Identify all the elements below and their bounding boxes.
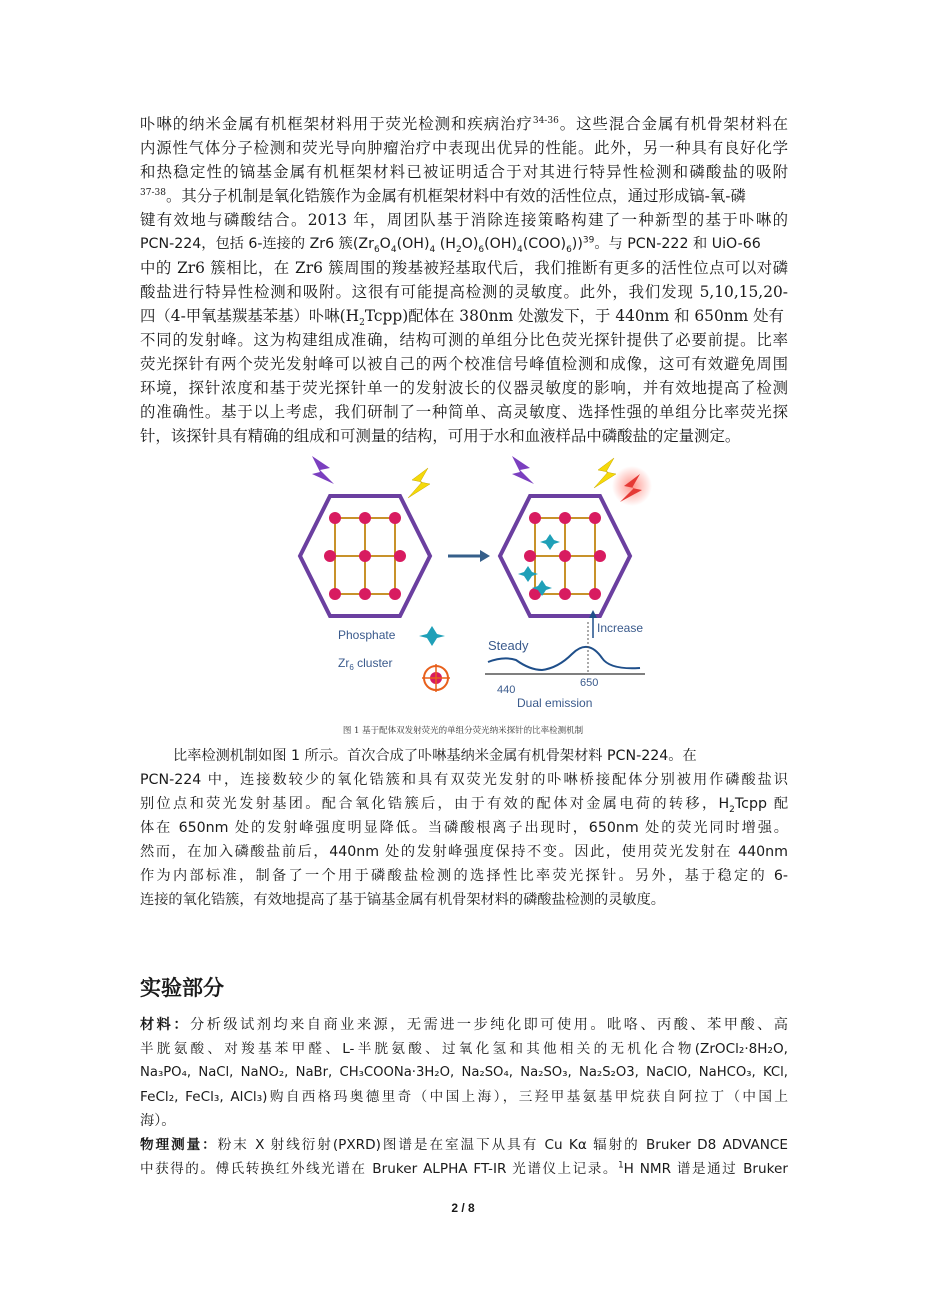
text-line: 四（4-甲氧基羰基苯基）卟啉$(H_2Tcpp)$配体在 380nm 处激发下，于 440nm 和 650nm 处有 [140,307,784,329]
text-line: 体在 650nm 处的发射峰强度明显降低。当磷酸根离子出现时，650nm 处的荧光同时增强。 [140,820,788,836]
citation: 39 [582,235,595,246]
figure-legend [338,626,450,692]
text-line: 键有效地与磷酸结合。2013 年，周团队基于消除连接策略构建了一种新型的基于卟啉的 [140,211,788,229]
text-line: 卟啉的纳米金属有机框架材料用于荧光检测和疾病治疗$^{34-36}$。这些混合金属有机骨架材料在 [140,115,788,133]
text-line: 比率检测机制如图 1 所示。首次合成了卟啉基纳米金属有机骨架材料 PCN-224。在 [173,748,697,764]
materials-label: 材料： [140,1017,191,1033]
label-dual-emission: Dual emission [517,696,593,710]
text-line: 环境，探针浓度和基于荧光探针单一的发射波长的仪器灵敏度的影响，并有效地提高了检测 [140,379,788,397]
figure-caption: 图 1 基于配体双发射荧光的单组分荧光纳米探针的比率检测机制 [342,726,584,736]
legend-phosphate-label: Phosphate [338,628,396,642]
phosphate-legend-icon [419,626,445,646]
text-line: 中的 Zr6 簇相比，在 Zr6 簇周围的羧基被羟基取代后，我们推断有更多的活性位点可以对磷 [140,259,788,277]
citation: 34-36 [532,115,559,126]
citation: 37-38 [140,187,166,198]
legend-zr-label: $Zr_6$ cluster [338,656,393,672]
phosphate-icons [518,534,560,596]
text-line: 中获得的。傅氏转换红外线光谱在 Bruker ALPHA FT-IR 光谱仪上记录。$^1$H NMR 谱是通过 Bruker [140,1160,788,1177]
text-line: PCN-224，包括 6-连接的 Zr6 簇($Zr_6O_4(OH)_4$ $(H_2O)_6(OH)_4(COO)_6))^{39}$。与 PCN-222 和 UiO-66 [140,235,761,255]
text-line: 物理测量：粉末 X 射线衍射(PXRD)图谱是在室温下从具有 Cu Kα 辐射的 Bruker D8 ADVANCE [140,1137,789,1153]
tick-440: 440 [497,684,516,696]
text-line: 内源性气体分子检测和荧光导向肿瘤治疗中表现出优异的性能。此外，另一种具有良好化学 [140,139,788,157]
page-number: 2 / 8 [451,1201,475,1215]
mof-before [300,456,430,616]
section-heading: 实验部分 [140,976,224,1000]
text-line: 半胱氨酸、对羧基苯甲醛、L-半胱氨酸、过氧化氢和其他相关的无机化合物(ZrOCl₂·8H₂O, [140,1041,788,1057]
text-line: 和热稳定性的镐基金属有机框架材料已被证明适合于对其进行特异性检测和磷酸盐的吸附 [140,163,788,181]
text-line: $^{37-38}$。其分子机制是氧化锆簇作为金属有机框架材料中有效的活性位点，通过形成镐-氧-磷 [140,187,746,205]
physical-label: 物理测量： [140,1137,218,1153]
excitation-flash-icon [312,456,334,484]
mechanism-figure [290,456,670,718]
text-line: 荧光探针有两个荧光发射峰可以被自己的两个校准信号峰值检测和成像，这可有效避免周围 [140,355,788,373]
label-steady: Steady [488,638,529,653]
text-line: 酸盐进行特异性检测和吸附。这很有可能提高检测的灵敏度。此外，我们发现 5,10,15,20- [140,283,788,301]
text-line: PCN-224 中，连接数较少的氧化锆簇和具有双荧光发射的卟啉桥接配体分别被用作磷酸盐识 [140,772,788,788]
text-line: 然而，在加入磷酸盐前后，440nm 处的发射峰强度保持不变。因此，使用荧光发射在 440nm [140,844,788,860]
text-line: 别位点和荧光发射基团。配合氧化锆簇后，由于有效的配体对金属电荷的转移，$H_2Tcpp$ 配 [140,796,789,815]
text-line: Na₃PO₄, NaCl, NaNO₂, NaBr, CH₃COONa·3H₂O, Na₂SO₄, Na₂SO₃, Na₂S₂O3, NaClO, NaHCO₃, KCl, [140,1065,788,1080]
excitation-flash-icon [512,456,534,484]
zr-cluster-legend-icon [422,664,450,692]
emission-flash-icon [408,468,430,498]
text-line: 连接的氧化锆簇，有效地提高了基于镐基金属有机骨架材料的磷酸盐检测的灵敏度。 [140,892,665,908]
emission-spectrum [485,610,645,710]
text-line: 海）。 [140,1113,176,1129]
mof-after [500,456,652,616]
transition-arrow [448,550,490,562]
text-line: 针，该探针具有精确的组成和可测量的结构，可用于水和血液样品中磷酸盐的定量测定。 [140,427,741,445]
text-line: 材料：分析级试剂均来自商业来源，无需进一步纯化即可使用。吡咯、丙酸、苯甲酸、高 [140,1017,788,1033]
tick-650: 650 [580,677,599,689]
text-line: 的准确性。基于以上考虑，我们研制了一种简单、高灵敏度、选择性强的单组分比率荧光探 [140,403,788,421]
text-line: 作为内部标准，制备了一个用于磷酸盐检测的选择性比率荧光探针。另外，基于稳定的 6- [140,868,788,884]
label-increase: Increase [597,621,644,635]
text-line: FeCl₂, FeCl₃, AlCl₃)购自西格玛奥德里奇（中国上海），三羟甲基氨基甲烷获自阿拉丁（中国上 [140,1089,788,1105]
text-line: 不同的发射峰。这为构建组成准确，结构可测的单组分比色荧光探针提供了必要前提。比率 [140,331,788,349]
